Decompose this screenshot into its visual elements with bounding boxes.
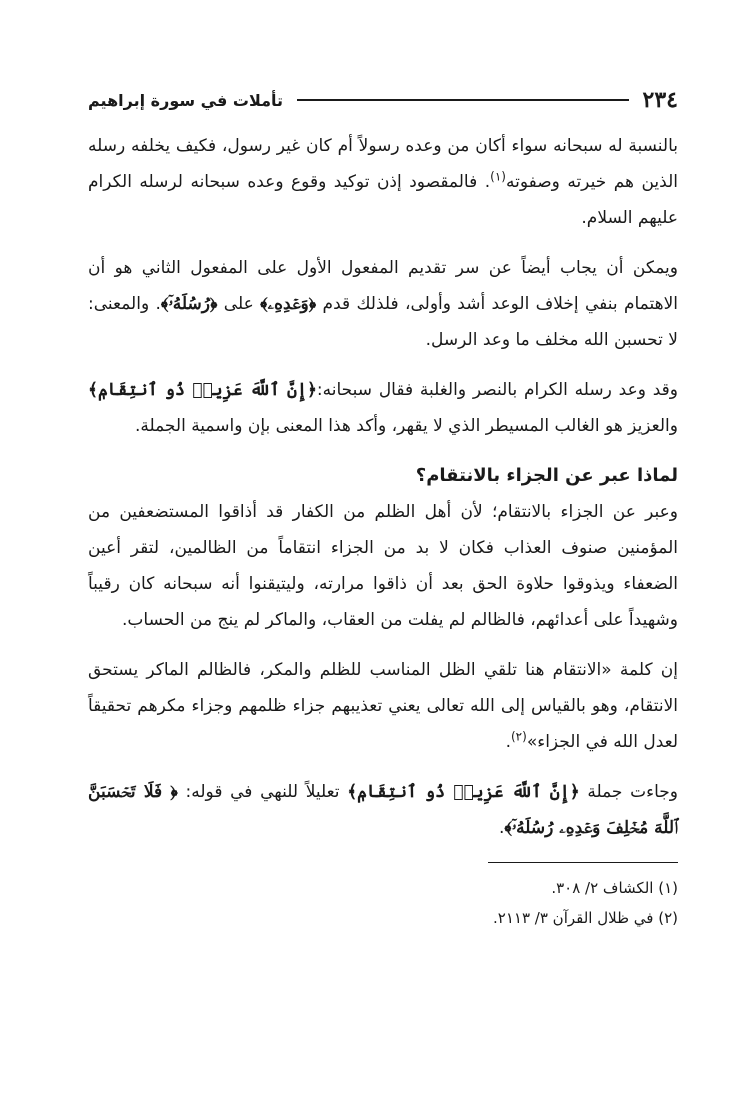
quran-quote-la-tahsabanna: ﴿ فَلَا تَحۡسَبَنَّ ٱللَّهَ مُخۡلِفَ وَعۡدِهِۦ رُسُلَهُۥٓ﴾ [88, 782, 678, 838]
paragraph-6-text-a: وجاءت جملة [579, 782, 678, 802]
paragraph-2 [88, 250, 678, 358]
header-rule [297, 99, 629, 101]
paragraph-2-text-a: ويمكن أن يجاب أيضاً عن سر تقديم المفعول الأول على المفعول الثاني هو أن الاهتمام بنفي إخلاف الوعد أشد وأولى، فلذلك قدم [88, 258, 679, 314]
paragraph-3-text-a: وقد وعد رسله الكرام بالنصر والغلبة فقال سبحانه: [316, 380, 678, 400]
footnote-separator [488, 862, 678, 863]
quran-quote-wadih: ﴿وَعۡدِهِۦ﴾ [260, 294, 317, 314]
paragraph-5-text-end: . [505, 732, 511, 752]
quran-quote-aziz: ﴿إِنَّ ٱللَّهَ عَزِيزٞ ذُو ٱنتِقَامٖ﴾ [88, 380, 317, 400]
paragraph-4: وعبر عن الجزاء بالانتقام؛ لأن أهل الظلم من الكفار قد أذاقوا المستضعفين من المؤمنين صنوف العذاب فكان لا بد من الجزاء انتقاماً من الظالمين، لتقر أعين الضعفاء ويذوقوا حلاوة الحق بعد أن ذاقوا مرارته، وليتيقنوا أنه سبحانه كان رقيباً وشهيداً على أعدائهم، فالظالم لم يفلت من العقاب، والماكر لم ينج من الحساب. [88, 502, 678, 630]
section-heading: لماذا عبر عن الجزاء بالانتقام؟ [415, 465, 678, 486]
quran-quote-rusulahu: ﴿رُسُلَهُۥٓ﴾ [160, 294, 218, 314]
book-page [88, 80, 678, 933]
paragraph-6 [88, 774, 678, 846]
page-number: ٢٣٤ [642, 87, 678, 113]
quran-quote-aziz-2: ﴿إِنَّ ٱللَّهَ عَزِيزٞ ذُو ٱنتِقَامٖ﴾ [347, 782, 580, 802]
paragraph-6-text-c: . [498, 818, 505, 838]
paragraph-5 [88, 652, 678, 760]
paragraph-2-text-c: . والمعنى: لا تحسبن الله مخلف ما وعد الرسل. [88, 294, 678, 350]
paragraph-3 [88, 372, 678, 444]
paragraph-2-text-b: على [217, 294, 261, 314]
footnote-marker-1: (١) [490, 169, 506, 184]
paragraph-5-text: إن كلمة «الانتقام هنا تلقي الظل المناسب للظلم والمكر، فالظالم الماكر يستحق الانتقام، وهو بالقياس إلى الله تعالى يعني تعذيبهم جزاء ظلمهم وجزاء مكرهم تحقيقاً لعدل الله في الجزاء» [88, 660, 678, 752]
paragraph-6-text-b: تعليلاً للنهي في قوله: [177, 782, 348, 802]
footnote-marker-2: (٢) [510, 729, 527, 744]
footnote-1: (١) الكشاف ٢/ ٣٠٨. [551, 879, 678, 897]
paragraph-1-text-end: . فالمقصود إذن توكيد وقوع وعده سبحانه لرسله الكرام عليهم السلام. [88, 172, 678, 228]
page-header [88, 80, 678, 120]
paragraph-3-text-b: والعزيز هو الغالب المسيطر الذي لا يقهر، وأكد هذا المعنى بإن واسمية الجملة. [134, 416, 678, 436]
running-title: تأملات في سورة إبراهيم [88, 90, 284, 110]
footnote-2: (٢) في ظلال القرآن ٣/ ٢١١٣. [493, 909, 678, 927]
paragraph-1 [88, 128, 678, 236]
paragraph-1-text: بالنسبة له سبحانه سواء أكان من وعده رسولاً أم كان غير رسول، فكيف يخلفه رسله الذين هم خيرته وصفوته [88, 136, 678, 192]
